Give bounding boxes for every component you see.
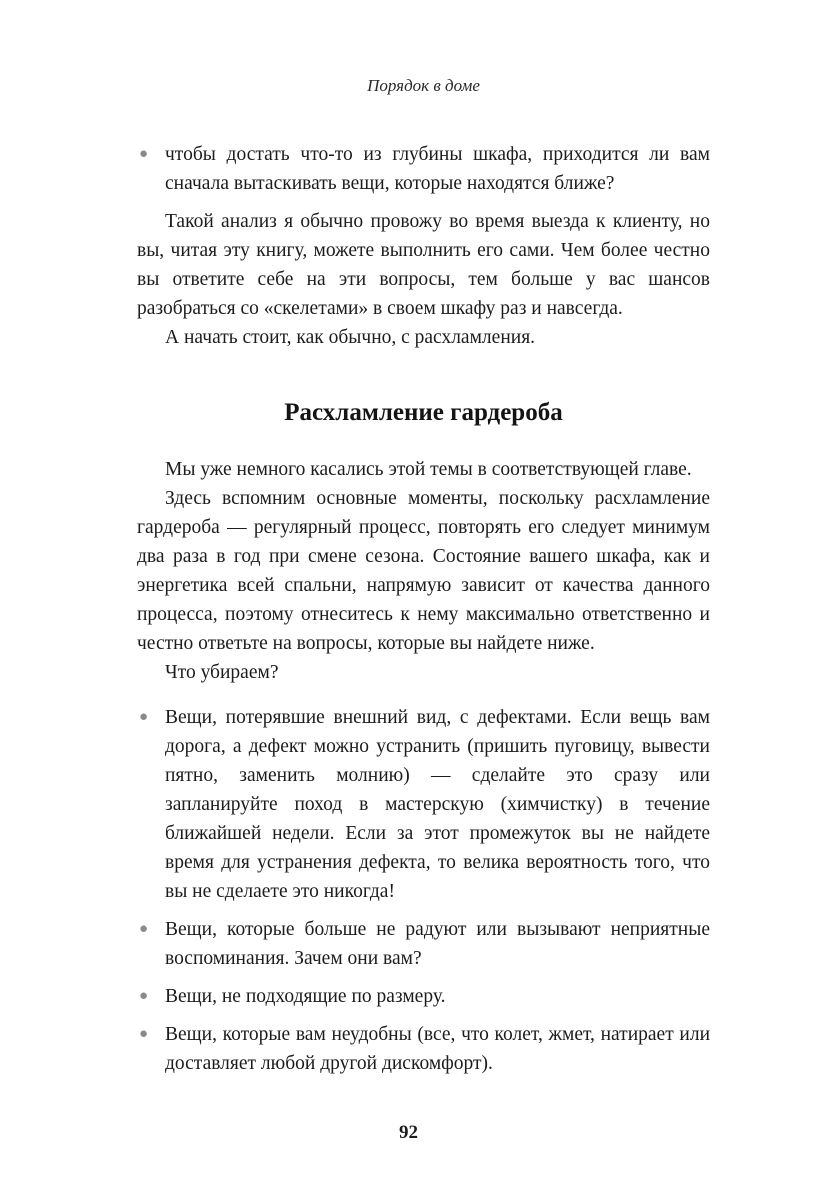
page-number: 92 — [399, 1122, 418, 1143]
bullet-icon: ● — [139, 921, 149, 937]
list-item — [137, 915, 710, 973]
list-item-text: Вещи, не подходящие по размеру. — [165, 986, 446, 1007]
body-text — [137, 140, 710, 1078]
bullet-icon: ● — [139, 1026, 149, 1042]
list-item — [137, 703, 710, 906]
bullet-icon: ● — [139, 988, 149, 1004]
list-item — [137, 1020, 710, 1078]
list-item — [137, 982, 710, 1011]
list-item — [137, 140, 710, 198]
list-item-text: чтобы достать что-то из глубины шкафа, приходится ли вам сначала вытаскивать вещи, которые находятся ближе? — [165, 144, 710, 194]
paragraph-analysis: Такой анализ я обычно провожу во время выезда к клиенту, но вы, читая эту книгу, можете выполнить его сами. Чем более честно вы ответите себе на эти вопросы, тем больше у вас шансов разобраться со «скелетами» в своем шкафу раз и навсегда. — [137, 211, 710, 319]
bullet-icon: ● — [139, 146, 149, 162]
paragraph-question: Что убираем? — [165, 662, 279, 683]
list-item-text: Вещи, которые вам неудобны (все, что колет, жмет, натирает или доставляет любой другой дискомфорт). — [165, 1024, 710, 1074]
paragraph-start: А начать стоит, как обычно, с расхламления. — [165, 327, 536, 348]
list-item-text: Вещи, которые больше не радуют или вызывают неприятные воспоминания. Зачем они вам? — [165, 919, 710, 969]
bullet-list — [137, 703, 710, 1078]
paragraph-main: Здесь вспомним основные моменты, поскольку расхламление гардероба — регулярный процесс, повторять его следует минимум два раза в год при смене сезона. Состояние вашего шкафа, как и энергетика всей спальни, напрямую зависит от качества данного процесса, поэтому отнеситесь к нему максимально ответственно и честно ответьте на вопросы, которые вы найдете ниже. — [137, 488, 710, 654]
bullet-icon: ● — [139, 709, 149, 725]
list-item-text: Вещи, потерявшие внешний вид, с дефектами. Если вещь вам дорога, а дефект можно устранить (пришить пуговицу, вывести пятно, заменить молнию) — сделайте это сразу или запланируйте поход в мастерскую (химчистку) в течение ближайшей недели. Если за этот промежуток вы не найдете время для устранения дефекта, то велика вероятность того, что вы не сделаете это никогда! — [165, 707, 710, 902]
section-heading: Расхламление гардероба — [284, 399, 563, 426]
running-header: Порядок в доме — [367, 76, 480, 95]
paragraph-theme: Мы уже немного касались этой темы в соответствующей главе. — [165, 459, 692, 480]
page-content — [137, 0, 710, 1078]
